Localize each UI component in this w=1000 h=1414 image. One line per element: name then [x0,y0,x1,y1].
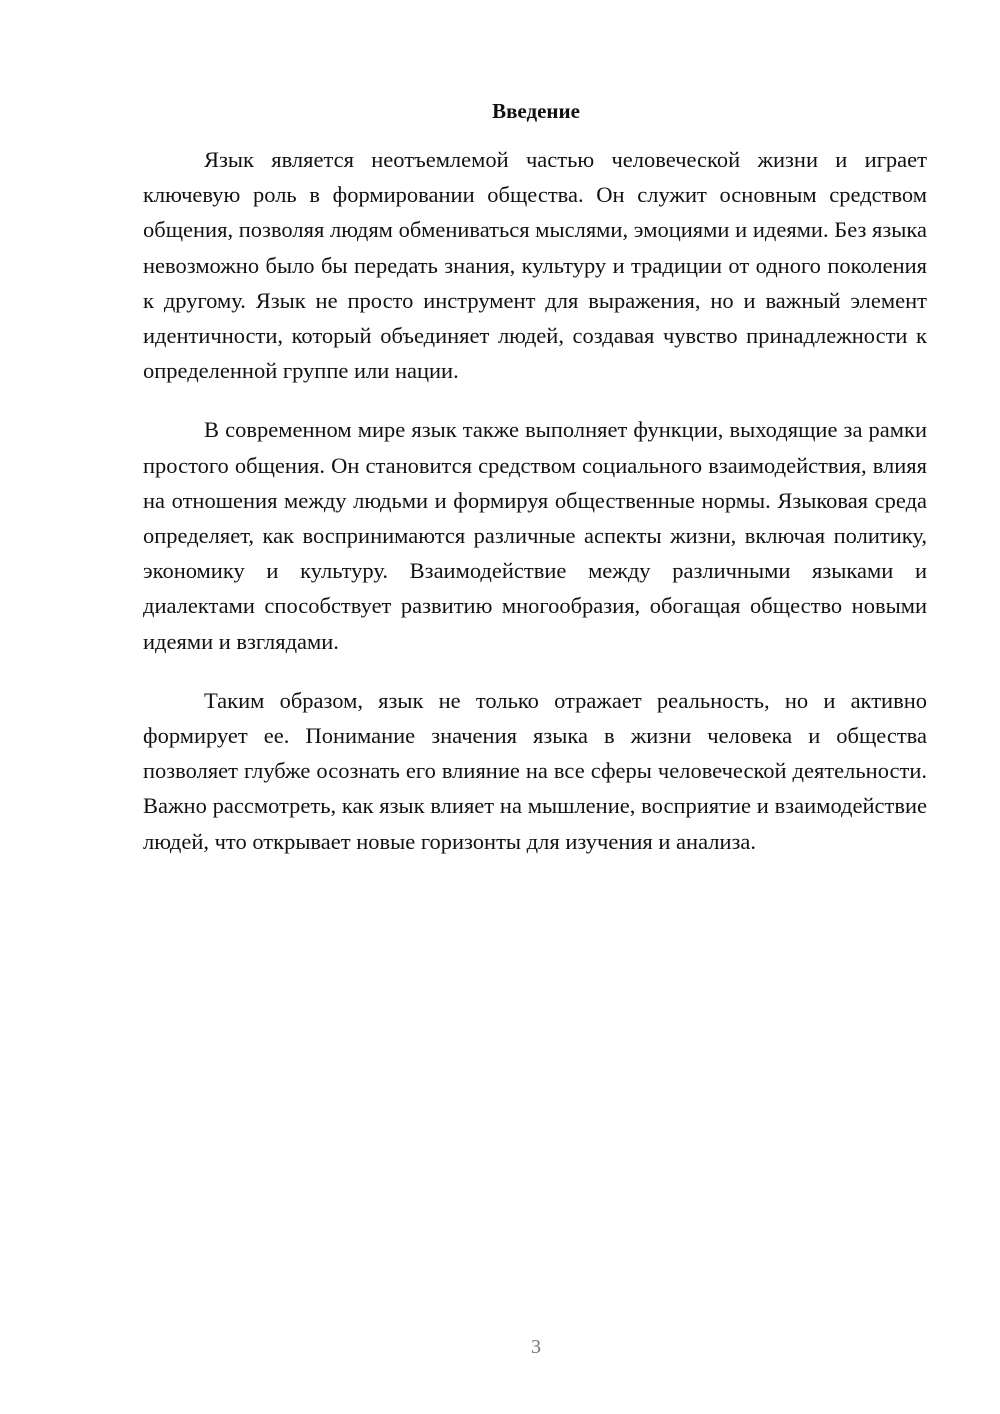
paragraph-2: В современном мире язык также выполняет функции, выходящие за рамки простого общения. Он становится средством социального взаимодействия, влияя на отношения между людьми и формируя общественные нормы. Языковая среда определяет, как воспринимаются различные аспекты жизни, включая политику, экономику и культуру. Взаимодействие между различными языками и диалектами способствует развитию многообразия, обогащая общество новыми идеями и взглядами. [143,417,927,654]
paragraph-3: Таким образом, язык не только отражает реальность, но и активно формирует ее. Понимание значения языка в жизни человека и общества позволяет глубже осознать его влияние на все сферы человеческой деятельности. Важно рассмотреть, как язык влияет на мышление, восприятие и взаимодействие людей, что открывает новые горизонты для изучения и анализа. [143,687,927,854]
page-title: Введение [492,99,580,123]
paragraph-1: Язык является неотъемлемой частью человеческой жизни и играет ключевую роль в формировании общества. Он служит основным средством общения, позволяя людям обмениваться мыслями, эмоциями и идеями. Без языка невозможно было бы передать знания, культуру и традиции от одного поколения к другому. Язык не просто инструмент для выражения, но и важный элемент идентичности, который объединяет людей, создавая чувство принадлежности к определенной группе или нации. [143,147,927,384]
page-number: 3 [531,1336,541,1358]
document-body [143,142,927,883]
